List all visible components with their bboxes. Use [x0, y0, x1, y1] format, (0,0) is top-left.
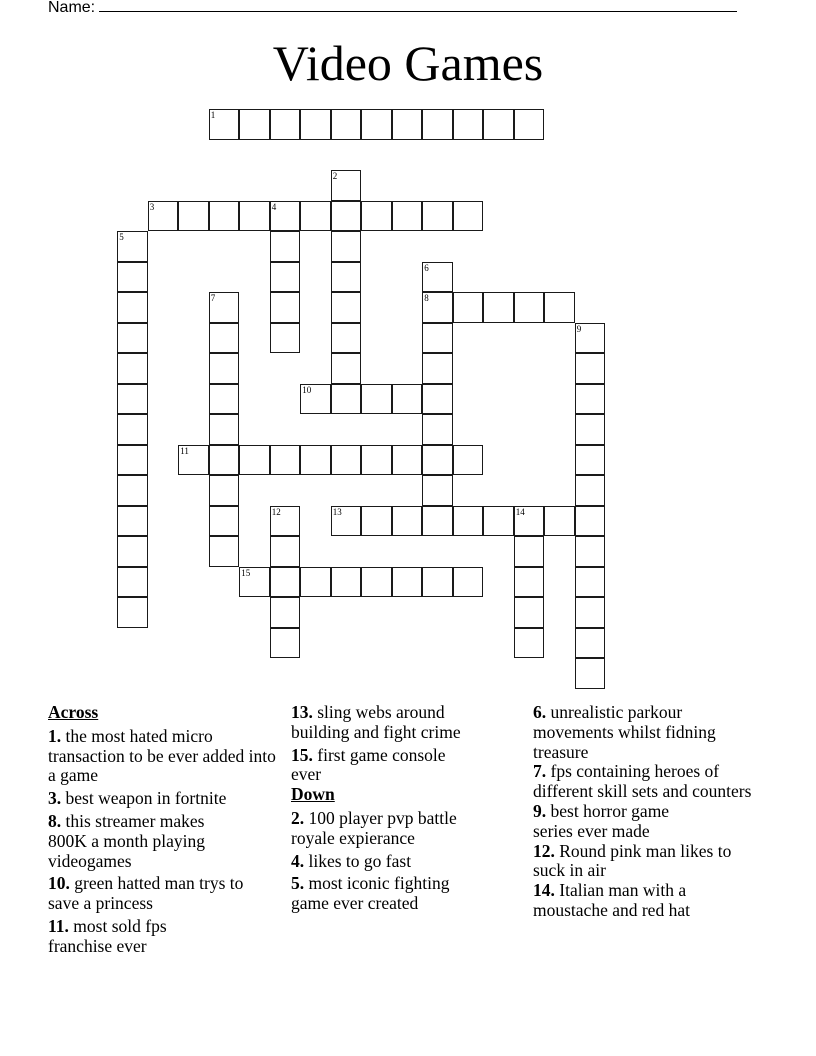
clue-number: 15	[241, 567, 251, 578]
clue-down-9: 9. best horror game series ever made	[533, 800, 670, 841]
crossword-cell[interactable]	[331, 506, 362, 537]
crossword-cell[interactable]	[422, 414, 453, 445]
crossword-cell[interactable]	[117, 597, 148, 628]
crossword-cell[interactable]	[422, 353, 453, 384]
crossword-cell[interactable]	[575, 323, 606, 354]
crossword-cell[interactable]	[453, 292, 484, 323]
crossword-cell[interactable]	[331, 353, 362, 384]
crossword-cell[interactable]	[453, 567, 484, 598]
crossword-cell[interactable]	[117, 414, 148, 445]
crossword-cell[interactable]	[422, 323, 453, 354]
crossword-cell[interactable]	[483, 109, 514, 140]
clue-across-11: 11. most sold fps franchise ever	[48, 915, 167, 956]
crossword-cell[interactable]	[422, 292, 453, 323]
clue-across-10: 10. green hatted man trys to save a princess	[48, 873, 244, 914]
crossword-cell[interactable]	[422, 475, 453, 506]
crossword-cell[interactable]	[270, 445, 301, 476]
clue-number: 5	[119, 232, 124, 243]
crossword-cell[interactable]	[514, 567, 545, 598]
clue-number: 14	[515, 506, 525, 517]
crossword-cell[interactable]	[117, 475, 148, 506]
crossword-cell[interactable]	[117, 353, 148, 384]
crossword-cell[interactable]	[117, 262, 148, 293]
crossword-cell[interactable]	[453, 201, 484, 232]
crossword-cell[interactable]	[331, 262, 362, 293]
crossword-cell[interactable]	[117, 323, 148, 354]
crossword-cell[interactable]	[392, 445, 423, 476]
crossword-cell[interactable]	[178, 445, 209, 476]
clue-across-1: 1. the most hated micro transaction to be ever added into a game	[48, 725, 276, 786]
clue-number: 7	[210, 293, 216, 304]
crossword-cell[interactable]	[361, 384, 392, 415]
crossword-cell[interactable]	[117, 567, 148, 598]
crossword-cell[interactable]	[270, 597, 301, 628]
clues-column-2	[291, 703, 496, 917]
crossword-cell[interactable]	[331, 567, 362, 598]
crossword-cell[interactable]	[361, 445, 392, 476]
crossword-cell[interactable]	[575, 536, 606, 567]
crossword-cell[interactable]	[270, 231, 301, 262]
clue-number: 12	[271, 506, 281, 517]
crossword-cell[interactable]	[270, 536, 301, 567]
crossword-cell[interactable]	[575, 414, 606, 445]
crossword-cell[interactable]	[331, 201, 362, 232]
crossword-cell[interactable]	[209, 445, 240, 476]
clue-down-4: 4. likes to go fast	[291, 850, 412, 871]
clue-across-8: 8. this streamer makes 800K a month playing videogames	[48, 810, 205, 871]
crossword-cell[interactable]	[422, 109, 453, 140]
crossword-cell[interactable]	[483, 506, 514, 537]
crossword-cell[interactable]	[209, 506, 240, 537]
crossword-cell[interactable]	[575, 567, 606, 598]
crossword-cell[interactable]	[514, 597, 545, 628]
crossword-cell[interactable]	[270, 323, 301, 354]
crossword-cell[interactable]	[117, 445, 148, 476]
clue-number: 2	[332, 171, 338, 182]
clue-across-15: 15. first game console ever	[291, 744, 446, 785]
crossword-cell[interactable]	[117, 536, 148, 567]
crossword-cell[interactable]	[331, 170, 362, 201]
clue-number: 9	[576, 323, 582, 334]
clue-number: 13	[332, 506, 342, 517]
crossword-cell[interactable]	[209, 323, 240, 354]
crossword-cell[interactable]	[575, 658, 606, 689]
crossword-cell[interactable]	[392, 201, 423, 232]
crossword-cell[interactable]	[300, 384, 331, 415]
crossword-cell[interactable]	[392, 109, 423, 140]
crossword-cell[interactable]	[575, 506, 606, 537]
clue-down-6: 6. unrealistic parkour movements whilst fidning treasure	[533, 702, 716, 762]
crossword-cell[interactable]	[392, 384, 423, 415]
clue-number: 8	[424, 293, 429, 304]
crossword-cell[interactable]	[117, 384, 148, 415]
crossword-cell[interactable]	[361, 567, 392, 598]
crossword-cell[interactable]	[270, 109, 301, 140]
crossword-cell[interactable]	[331, 231, 362, 262]
crossword-cell[interactable]	[270, 567, 301, 598]
crossword-cell[interactable]	[331, 445, 362, 476]
crossword-cell[interactable]	[422, 445, 453, 476]
crossword-cell[interactable]	[422, 384, 453, 415]
crossword-cell[interactable]	[544, 292, 575, 323]
crossword-cell[interactable]	[453, 445, 484, 476]
crossword-cell[interactable]	[514, 109, 545, 140]
crossword-cell[interactable]	[300, 201, 331, 232]
crossword-cell[interactable]	[117, 506, 148, 537]
crossword-cell[interactable]	[453, 506, 484, 537]
crossword-cell[interactable]	[544, 506, 575, 537]
crossword-cell[interactable]	[239, 445, 270, 476]
crossword-cell[interactable]	[300, 567, 331, 598]
clue-number: 1	[210, 110, 216, 121]
crossword-cell[interactable]	[209, 109, 240, 140]
crossword-cell[interactable]	[514, 628, 545, 659]
crossword-cell[interactable]	[575, 353, 606, 384]
clue-number: 6	[424, 262, 429, 273]
clues-column-1	[48, 703, 280, 960]
crossword-cell[interactable]	[331, 292, 362, 323]
crossword-cell[interactable]	[392, 506, 423, 537]
crossword-cell[interactable]	[270, 201, 301, 232]
crossword-cell[interactable]	[575, 628, 606, 659]
crossword-cell[interactable]	[300, 445, 331, 476]
crossword-cell[interactable]	[300, 109, 331, 140]
crossword-cell[interactable]	[209, 475, 240, 506]
crossword-cell[interactable]	[575, 475, 606, 506]
crossword-cell[interactable]	[422, 567, 453, 598]
crossword-cell[interactable]	[514, 292, 545, 323]
crossword-cell[interactable]	[575, 384, 606, 415]
crossword-cell[interactable]	[422, 506, 453, 537]
clue-across-13: 13. sling webs around building and fight crime	[291, 702, 461, 742]
crossword-cell[interactable]	[453, 109, 484, 140]
crossword-cell[interactable]	[361, 506, 392, 537]
page-title: Video Games	[272, 35, 544, 91]
crossword-cell[interactable]	[209, 414, 240, 445]
crossword-cell[interactable]	[575, 597, 606, 628]
clues-column-3	[533, 703, 753, 921]
clue-number: 3	[149, 201, 155, 212]
crossword-cell[interactable]	[514, 536, 545, 567]
crossword-cell[interactable]	[239, 201, 270, 232]
crossword-cell[interactable]	[361, 201, 392, 232]
across-heading: Across	[48, 702, 99, 722]
clue-down-7: 7. fps containing heroes of different skill sets and counters	[533, 761, 752, 802]
crossword-cell[interactable]	[514, 506, 545, 537]
down-heading: Down	[291, 784, 335, 805]
crossword-cell[interactable]	[331, 323, 362, 354]
crossword-cell[interactable]	[331, 384, 362, 415]
crossword-cell[interactable]	[575, 445, 606, 476]
crossword-cell[interactable]	[209, 292, 240, 323]
crossword-cell[interactable]	[148, 201, 179, 232]
crossword-cell[interactable]	[209, 384, 240, 415]
crossword-cell[interactable]	[178, 201, 209, 232]
clue-across-3: 3. best weapon in fortnite	[48, 788, 227, 809]
clue-down-14: 14. Italian man with a moustache and red hat	[533, 880, 690, 920]
crossword-cell[interactable]	[209, 201, 240, 232]
crossword-cell[interactable]	[117, 231, 148, 262]
crossword-cell[interactable]	[422, 262, 453, 293]
crossword-cell[interactable]	[331, 109, 362, 140]
clue-down-5: 5. most iconic fighting game ever created	[291, 873, 450, 914]
crossword-cell[interactable]	[209, 536, 240, 567]
crossword-cell[interactable]	[392, 567, 423, 598]
clue-number: 11	[180, 445, 189, 456]
crossword-cell[interactable]	[239, 109, 270, 140]
name-label: Name:	[48, 0, 96, 16]
clue-down-2: 2. 100 player pvp battle royale expierance	[291, 807, 457, 848]
crossword-cell[interactable]	[270, 628, 301, 659]
clue-number: 10	[302, 384, 312, 395]
crossword-cell[interactable]	[361, 109, 392, 140]
crossword-cell[interactable]	[270, 292, 301, 323]
crossword-cell[interactable]	[239, 567, 270, 598]
crossword-cell[interactable]	[270, 262, 301, 293]
crossword-cell[interactable]	[117, 292, 148, 323]
clue-number: 4	[271, 201, 277, 212]
crossword-cell[interactable]	[483, 292, 514, 323]
crossword-cell[interactable]	[209, 353, 240, 384]
clue-down-12: 12. Round pink man likes to suck in air	[533, 840, 732, 881]
crossword-cell[interactable]	[422, 201, 453, 232]
crossword-cell[interactable]	[270, 506, 301, 537]
